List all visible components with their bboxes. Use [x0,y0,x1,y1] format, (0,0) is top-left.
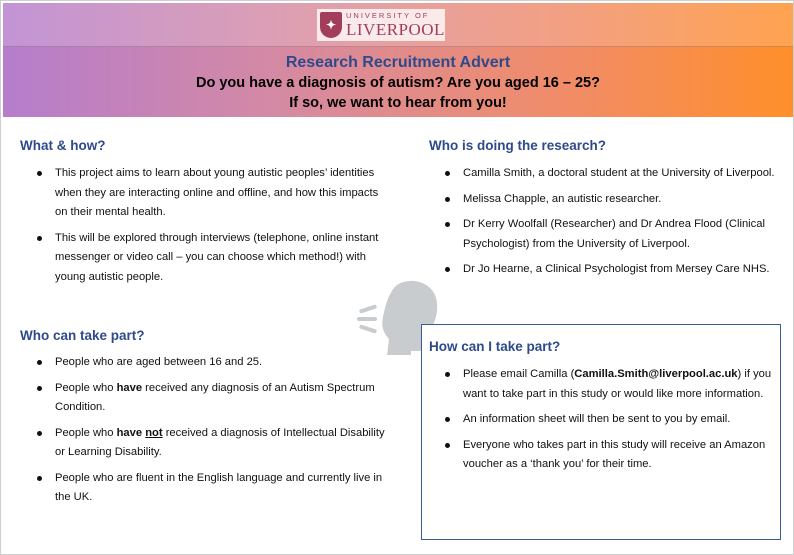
list-item: Please email Camilla (Camilla.Smith@liverpool.ac.uk) if you want to take part in this study or would like more information. [429,365,777,404]
page-title: Research Recruitment Advert [285,54,511,71]
list-item: This project aims to learn about young autistic peoples’ identities when they are interacting online and offline, and how this impacts on their mental health. [21,164,386,223]
list-item: People who have not received a diagnosis of Intellectual Disability or Learning Disability. [21,424,386,463]
list-item: Dr Kerry Woolfall (Researcher) and Dr Andrea Flood (Clinical Psychologist) from the University of Liverpool. [429,215,789,254]
list-item: People who are aged between 16 and 25. [21,353,386,373]
what-how-list [21,164,386,293]
what-how-heading: What & how? [20,138,106,153]
who-research-list [429,164,789,286]
list-item: This will be explored through interviews (telephone, online instant messenger or video call – you can choose which method!) with young autistic people. [21,229,386,288]
who-take-part-list [21,353,386,514]
logo-small-text: UNIVERSITY OF [346,11,430,21]
subtitle-line-1: Do you have a diagnosis of autism? Are you aged 16 – 25? [196,75,600,91]
list-item: Everyone who takes part in this study will receive an Amazon voucher as a ‘thank you’ for their time. [429,436,777,475]
logo-big-text: LIVERPOOL [346,19,445,39]
list-item: Dr Jo Hearne, a Clinical Psychologist from Mersey Care NHS. [429,260,789,280]
list-item: Melissa Chapple, an autistic researcher. [429,190,789,210]
how-take-part-list [429,365,777,481]
list-item: Camilla Smith, a doctoral student at the University of Liverpool. [429,164,789,184]
list-item: People who have received any diagnosis of an Autism Spectrum Condition. [21,379,386,418]
university-logo [317,9,445,41]
university-crest-icon: ✦ [320,12,342,38]
list-item: An information sheet will then be sent to you by email. [429,410,777,430]
list-item: People who are fluent in the English language and currently live in the UK. [21,469,386,508]
who-take-part-heading: Who can take part? [20,328,145,343]
who-research-heading: Who is doing the research? [429,138,607,153]
subtitle-line-2: If so, we want to hear from you! [289,95,507,111]
contact-email[interactable]: Camilla.Smith@liverpool.ac.uk [574,368,738,380]
how-take-part-heading: How can I take part? [429,339,561,354]
